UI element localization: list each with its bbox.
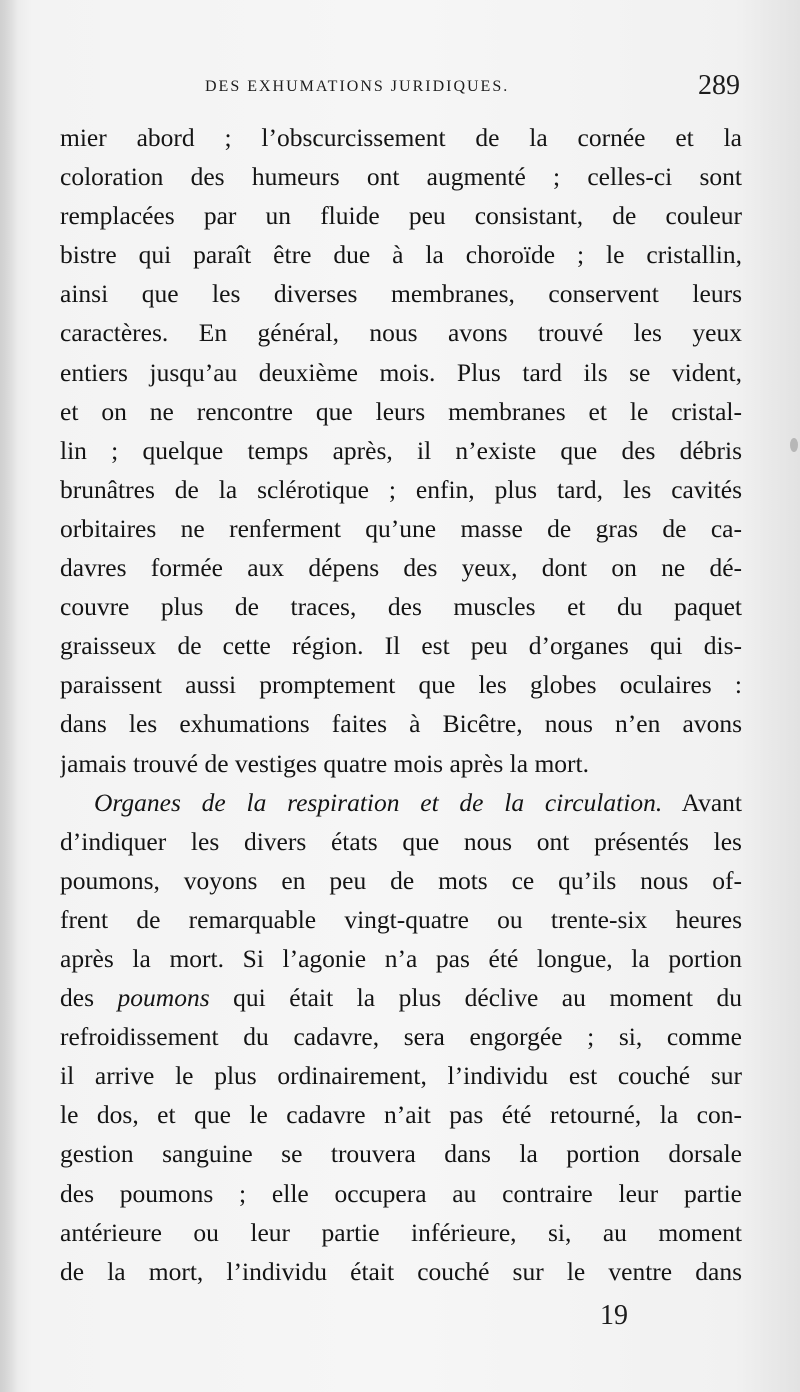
body-text	[60, 118, 742, 1291]
text-line: de la mort, l’individu était couché sur le ventre dans	[60, 1256, 742, 1286]
text-line: lin ; quelque temps après, il n’existe que des débris	[60, 435, 742, 465]
signature-mark: 19	[600, 1300, 628, 1331]
text-line: des poumons qui était la plus déclive au moment du	[60, 983, 742, 1013]
text-line: paraissent aussi promptement que les globes oculaires :	[60, 670, 742, 700]
text-line: graisseux de cette région. Il est peu d’organes qui dis-	[60, 631, 742, 661]
running-head: DES EXHUMATIONS JURIDIQUES.	[205, 78, 510, 95]
text-line: remplacées par un fluide peu consistant, de couleur	[60, 201, 742, 231]
text-line: caractères. En général, nous avons trouvé les yeux	[60, 318, 742, 348]
text-line: des poumons ; elle occupera au contraire leur partie	[60, 1178, 742, 1208]
page-header	[60, 70, 740, 104]
text-line: couvre plus de traces, des muscles et du paquet	[60, 592, 742, 622]
section-heading: Organes de la respiration et de la circulation.	[94, 787, 663, 817]
text-line: après la mort. Si l’agonie n’a pas été longue, la portion	[60, 943, 742, 973]
ink-smudge	[790, 438, 798, 452]
paragraph-end-line: jamais trouvé de vestiges quatre mois après la mort.	[60, 748, 589, 778]
text-line: d’indiquer les divers états que nous ont présentés les	[60, 826, 742, 856]
text-line: orbitaires ne renferment qu’une masse de gras de ca-	[60, 513, 742, 543]
text-line: dans les exhumations faites à Bicêtre, nous n’en avons	[60, 709, 742, 739]
section-heading-line: Organes de la respiration et de la circulation. Avant	[94, 787, 742, 817]
page-number: 289	[698, 70, 740, 101]
text-line: entiers jusqu’au deuxième mois. Plus tard ils se vident,	[60, 357, 742, 387]
text-line: davres formée aux dépens des yeux, dont on ne dé-	[60, 553, 742, 583]
text-line: coloration des humeurs ont augmenté ; celles-ci sont	[60, 162, 742, 192]
text-line: et on ne rencontre que leurs membranes et le cristal-	[60, 396, 742, 426]
text-line: bistre qui paraît être due à la choroïde ; le cristallin,	[60, 240, 742, 270]
text-line: brunâtres de la sclérotique ; enfin, plus tard, les cavités	[60, 474, 742, 504]
text-line: poumons, voyons en peu de mots ce qu’ils nous of-	[60, 865, 742, 895]
text-line: antérieure ou leur partie inférieure, si, au moment	[60, 1217, 742, 1247]
text-line: ainsi que les diverses membranes, conservent leurs	[60, 279, 742, 309]
text-line: frent de remarquable vingt-quatre ou trente-six heures	[60, 904, 742, 934]
text-line: mier abord ; l’obscurcissement de la cornée et la	[60, 123, 742, 152]
text-line: il arrive le plus ordinairement, l’individu est couché sur	[60, 1061, 742, 1091]
text-line: refroidissement du cadavre, sera engorgée ; si, comme	[60, 1022, 742, 1052]
italic-term: poumons	[117, 983, 210, 1013]
text-line: gestion sanguine se trouvera dans la portion dorsale	[60, 1139, 742, 1169]
text-line: le dos, et que le cadavre n’ait pas été retourné, la con-	[60, 1100, 742, 1130]
